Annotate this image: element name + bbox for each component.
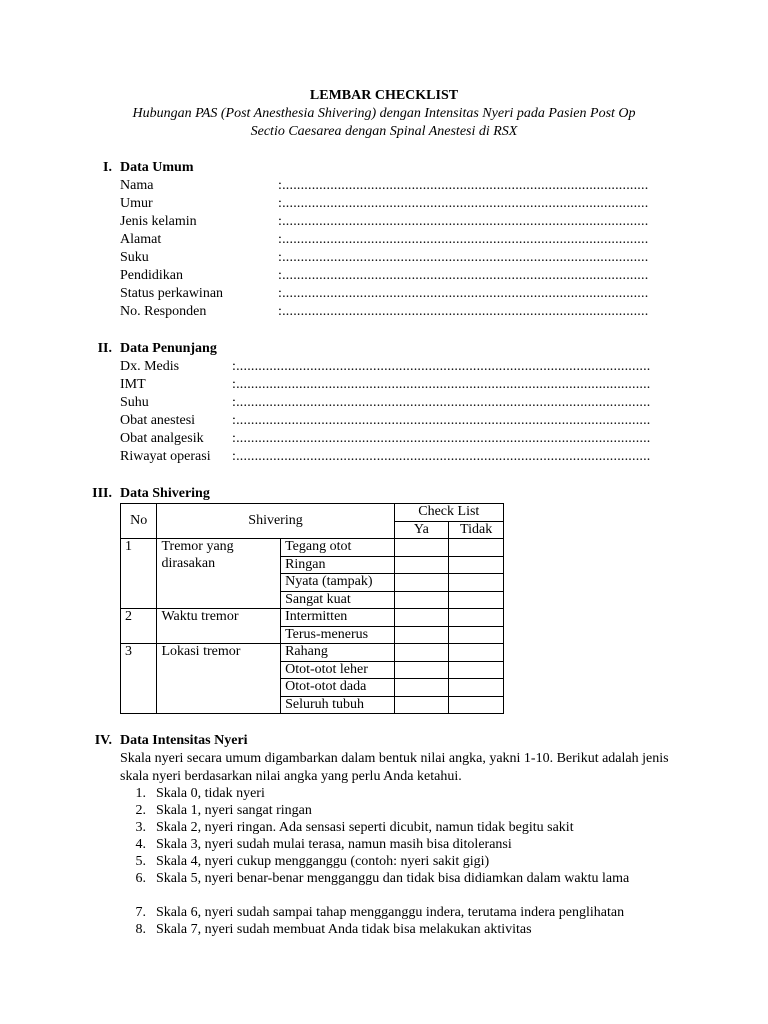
row-item: Intermitten: [281, 609, 394, 627]
list-number: 4.: [135, 837, 146, 852]
field-fill-line[interactable]: :...................................................................................................: [278, 178, 649, 193]
check-ya-cell[interactable]: [394, 539, 449, 557]
list-number: 2.: [135, 803, 146, 818]
field-fill-line[interactable]: :...................................................................................................: [278, 196, 649, 211]
list-number: 8.: [135, 922, 146, 937]
check-ya-cell[interactable]: [394, 609, 449, 627]
section-title: Data Intensitas Nyeri: [120, 733, 248, 748]
check-tidak-cell[interactable]: [449, 661, 504, 679]
row-item: Rahang: [281, 644, 394, 662]
row-item: Seluruh tubuh: [281, 696, 394, 714]
table-row: [121, 539, 504, 557]
field-fill-line[interactable]: :...................................................................................................: [278, 214, 649, 229]
list-text: Skala 1, nyeri sangat ringan: [156, 803, 312, 818]
field-fill-line[interactable]: :................................................................................................................: [232, 377, 651, 392]
check-tidak-cell[interactable]: [449, 626, 504, 644]
list-text: Skala 5, nyeri benar-benar mengganggu dan tidak bisa didiamkan dalam waktu lama: [156, 871, 630, 886]
table-row: [121, 644, 504, 662]
field-label: Suhu: [120, 395, 149, 410]
row-number: 3: [121, 644, 157, 714]
row-category: [157, 539, 281, 609]
check-ya-cell[interactable]: [394, 574, 449, 592]
check-tidak-cell[interactable]: [449, 556, 504, 574]
check-tidak-cell[interactable]: [449, 679, 504, 697]
row-item: Terus-menerus: [281, 626, 394, 644]
list-text: Skala 3, nyeri sudah mulai terasa, namun masih bisa ditoleransi: [156, 837, 512, 852]
field-label: Alamat: [120, 232, 162, 247]
row-item: Otot-otot dada: [281, 679, 394, 697]
field-fill-line[interactable]: :................................................................................................................: [232, 359, 651, 374]
field-label: Jenis kelamin: [120, 214, 197, 229]
field-fill-line[interactable]: :................................................................................................................: [232, 395, 651, 410]
category-line: dirasakan: [161, 555, 216, 571]
category-line: Tremor yang: [161, 539, 234, 554]
row-number: 1: [121, 539, 157, 609]
field-label: Pendidikan: [120, 268, 183, 283]
list-text: Skala 4, nyeri cukup mengganggu (contoh: nyeri sakit gigi): [156, 854, 490, 869]
field-fill-line[interactable]: :...................................................................................................: [278, 286, 649, 301]
header-no: No: [121, 504, 157, 539]
section-data-umum-heading: [82, 160, 194, 176]
list-text: Skala 6, nyeri sudah sampai tahap mengganggu indera, terutama indera penglihatan: [156, 905, 625, 920]
field-label: Umur: [120, 196, 153, 211]
row-number: 2: [121, 609, 157, 644]
row-category: Lokasi tremor: [157, 644, 281, 714]
field-label: Suku: [120, 250, 149, 265]
section-number: IV.: [94, 733, 112, 748]
field-fill-line[interactable]: :................................................................................................................: [232, 431, 651, 446]
check-ya-cell[interactable]: [394, 679, 449, 697]
check-tidak-cell[interactable]: [449, 696, 504, 714]
row-item: Sangat kuat: [281, 591, 394, 609]
section-title: Data Umum: [120, 160, 194, 175]
shivering-checklist-table: [120, 503, 504, 714]
document-subtitle-line2: Sectio Caesarea dengan Spinal Anestesi di RSX: [250, 124, 518, 139]
field-fill-line[interactable]: :...................................................................................................: [278, 232, 649, 247]
field-label: Nama: [120, 178, 154, 193]
list-text: Skala 2, nyeri ringan. Ada sensasi seperti dicubit, namun tidak begitu sakit: [156, 820, 574, 835]
field-fill-line[interactable]: :................................................................................................................: [232, 449, 651, 464]
section-number: III.: [92, 486, 112, 501]
table-row: [121, 609, 504, 627]
section-title: Data Penunjang: [120, 341, 217, 356]
section-data-penunjang-heading: [82, 341, 217, 357]
row-item: Nyata (tampak): [281, 574, 394, 592]
header-tidak: Tidak: [449, 521, 504, 539]
check-ya-cell[interactable]: [394, 556, 449, 574]
list-number: 5.: [135, 854, 146, 869]
table-header-row: [121, 504, 504, 522]
check-ya-cell[interactable]: [394, 696, 449, 714]
field-fill-line[interactable]: :...................................................................................................: [278, 268, 649, 283]
list-number: 1.: [135, 786, 146, 801]
header-check-list: Check List: [394, 504, 503, 522]
field-label: Obat anestesi: [120, 413, 196, 428]
field-fill-line[interactable]: :...................................................................................................: [278, 304, 649, 319]
section-number: II.: [97, 341, 112, 356]
field-label: Dx. Medis: [120, 359, 180, 374]
check-tidak-cell[interactable]: [449, 591, 504, 609]
row-item: Tegang otot: [281, 539, 394, 557]
check-tidak-cell[interactable]: [449, 609, 504, 627]
section-intensitas-nyeri-heading: [82, 733, 248, 749]
field-label: Obat analgesik: [120, 431, 204, 446]
field-label: Status perkawinan: [120, 286, 224, 301]
field-label: No. Responden: [120, 304, 207, 319]
field-fill-line[interactable]: :...................................................................................................: [278, 250, 649, 265]
list-number: 7.: [135, 905, 146, 920]
check-ya-cell[interactable]: [394, 644, 449, 662]
check-tidak-cell[interactable]: [449, 539, 504, 557]
intro-paragraph: Skala nyeri secara umum digambarkan dalam bentuk nilai angka, yakni 1-10. Berikut adalah jenis skala nyeri berdasarkan nilai angka yang perlu Anda ketahui.: [120, 751, 669, 784]
section-title: Data Shivering: [120, 486, 210, 501]
check-ya-cell[interactable]: [394, 591, 449, 609]
section-number: I.: [103, 160, 112, 175]
list-number: 6.: [135, 871, 146, 886]
header-shivering: Shivering: [157, 504, 394, 539]
section-data-shivering-heading: [82, 486, 210, 502]
list-number: 3.: [135, 820, 146, 835]
field-fill-line[interactable]: :................................................................................................................: [232, 413, 651, 428]
list-text: Skala 0, tidak nyeri: [156, 786, 265, 801]
header-ya: Ya: [394, 521, 449, 539]
check-tidak-cell[interactable]: [449, 644, 504, 662]
document-title: LEMBAR CHECKLIST: [309, 88, 459, 103]
list-text: Skala 7, nyeri sudah membuat Anda tidak bisa melakukan aktivitas: [156, 922, 532, 937]
field-label: Riwayat operasi: [120, 449, 211, 464]
document-subtitle-line1: Hubungan PAS (Post Anesthesia Shivering) dengan Intensitas Nyeri pada Pasien Post Op: [132, 106, 636, 121]
check-ya-cell[interactable]: [394, 661, 449, 679]
check-ya-cell[interactable]: [394, 626, 449, 644]
check-tidak-cell[interactable]: [449, 574, 504, 592]
row-category: Waktu tremor: [157, 609, 281, 644]
row-item: Ringan: [281, 556, 394, 574]
field-label: IMT: [120, 377, 146, 392]
row-item: Otot-otot leher: [281, 661, 394, 679]
